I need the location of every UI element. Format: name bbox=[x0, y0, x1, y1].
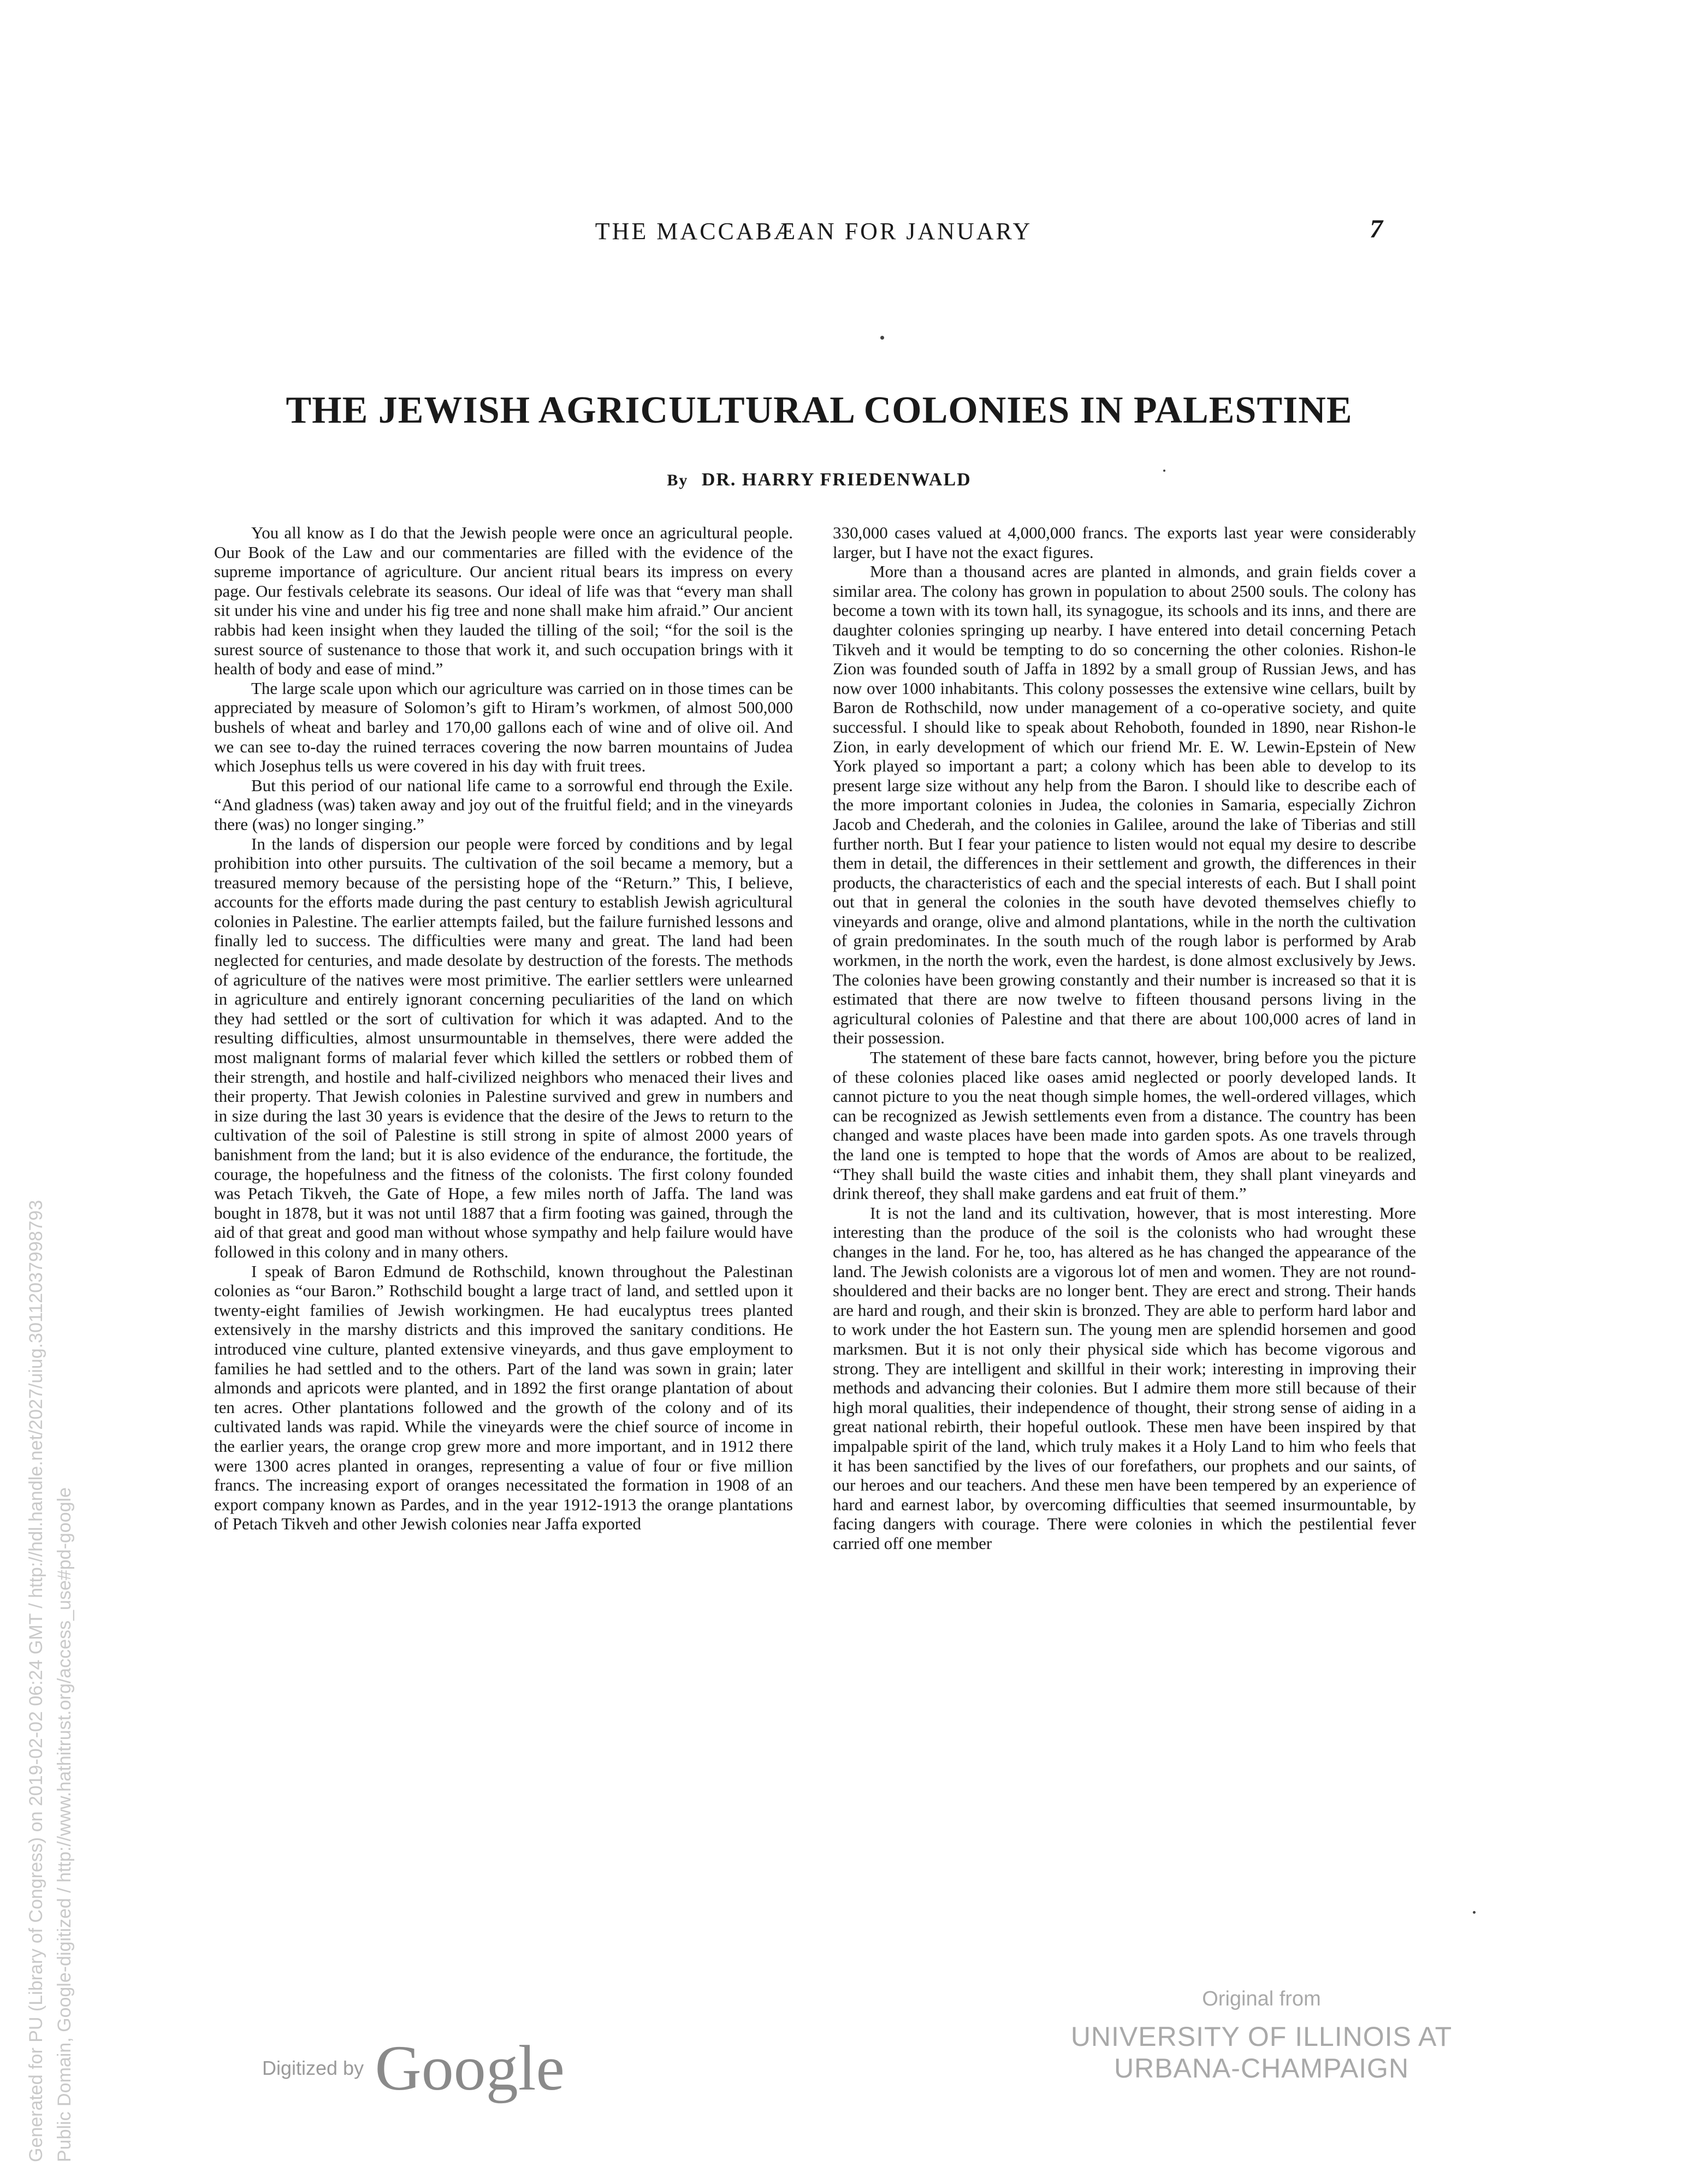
paragraph: More than a thousand acres are planted in almonds, and grain fields cover a similar area. The colony has grown in population to about 2500 souls. The colony has become a town with its town hall, its synagogue, its schools and its inns, and there are daughter colonies springing up nearby. I have entered into detail concerning Petach Tikveh and it would be tempting to do so concerning the other colonies. Rishon-le Zion was founded south of Jaffa in 1892 by a small group of Russian Jews, and has now over 1000 inhabitants. This colony possesses the extensive wine cellars, built by Baron de Rothschild, now under management of a co-operative society, and quite successful. I should like to speak about Rehoboth, founded in 1890, near Rishon-le Zion, in early development of which our friend Mr. E. W. Lewin-Epstein of New York played so important a part; a colony which has been able to develop to its present large size without any help from the Baron. I should like to describe each of the more important colonies in Judea, the colonies in Samaria, especially Zichron Jacob and Chederah, and the colonies in Galilee, around the lake of Tiberias and still further north. But I fear your patience to listen would not equal my desire to describe them in detail, the differences in their settlement and growth, the differences in their products, the characteristics of each and the special interests of each. But I shall point out that in general the colonies in the south have devoted themselves chiefly to vineyards and orange, olive and almond plantations, while in the north the cultivation of grain predominates. In the south much of the rough labor is performed by Arab workmen, in the north the work, even the hardest, is done almost exclusively by Jews. The colonies have been growing constantly and their number is increased so that it is estimated that there are now twelve to fifteen thousand persons living in the agricultural colonies of Palestine and that there are about 100,000 acres of land in their possession. bbox=[833, 562, 1416, 1048]
paragraph: It is not the land and its cultivation, however, that is most interesting. More interesting than the produce of the soil is the colonists who had wrought these changes in the land. For he, too, has altered as he has changed the appearance of the land. The Jewish colonists are a vigorous lot of men and women. They are not round-shouldered and their backs are no longer bent. They are erect and strong. Their hands are hard and rough, and their skin is bronzed. They are able to perform hard labor and to work under the hot Eastern sun. The young men are splendid horsemen and good marksmen. But it is not only their physical side which has become vigorous and strong. They are intelligent and skillful in their work; interesting in improving their methods and advancing their colonies. But I admire them more still because of their high moral qualities, their independence of thought, their strong sense of aiding in a great national rebirth, their hopeful outlook. These men have been inspired by that impalpable spirit of the land, which truly makes it a Holy Land to him who feels that it has been sanctified by the lives of our forefathers, our prophets and our saints, of our heroes and our teachers. And these men have been tempered by an experience of hard and earnest labor, by overcoming difficulties that seemed insurmountable, by facing dangers with courage. There were colonies in which the pestilential fever carried off one member bbox=[833, 1203, 1416, 1553]
paragraph: You all know as I do that the Jewish people were once an agricultural people. Our Book of the Law and our commentaries are filled with the evidence of the supreme importance of agriculture. Our ancient ritual bears its impress on every page. Our festivals celebrate its seasons. Our ideal of life was that “every man shall sit under his vine and under his fig tree and none shall make him afraid.” Our ancient rabbis had keen insight when they lauded the tilling of the soil; “for the soil is the surest source of sustenance to those that work it, and such occupation brings with it health of body and ease of mind.” bbox=[214, 523, 793, 679]
original-from-stamp bbox=[1054, 1987, 1469, 2084]
google-logo: Google bbox=[375, 2032, 565, 2104]
university-name-line1: UNIVERSITY OF ILLINOIS AT bbox=[1070, 2021, 1453, 2052]
digitized-by-google bbox=[262, 2031, 565, 2105]
paragraph: In the lands of dispersion our people were forced by conditions and by legal prohibition into other pursuits. The cultivation of the soil became a memory, but a treasured memory because of the persisting hope of the “Return.” This, I believe, accounts for the efforts made during the past century to establish Jewish agricultural colonies in Palestine. The earlier attempts failed, but the failure furnished lessons and finally led to success. The difficulties were many and great. The land had been neglected for centuries, and made desolate by destruction of the forests. The methods of agriculture of the natives were most primitive. The earlier settlers were unlearned in agriculture and entirely ignorant concerning peculiarities of the land on which they had settled or the sort of cultivation for which it was adapted. And to the resulting difficulties, almost unsurmountable in themselves, there were added the most malignant forms of malarial fever which killed the settlers or robbed them of their strength, and hostile and half-civilized neighbors who menaced their lives and their property. That Jewish colonies in Palestine survived and grew in numbers and in size during the last 30 years is evidence that the desire of the Jews to return to the cultivation of the soil of Palestine is still strong in spite of almost 2000 years of banishment from the land; but it is also evidence of the endurance, the fortitude, the courage, the hopefulness and the fitness of the colonists. The first colony founded was Petach Tikveh, the Gate of Hope, a few miles north of Jaffa. The land was bought in 1878, but it was not until 1887 that a firm footing was gained, through the aid of that great and good man without whose sympathy and help failure would have followed in this colony and in many others. bbox=[214, 834, 793, 1261]
running-header: THE MACCABÆAN FOR JANUARY bbox=[595, 218, 1033, 245]
page-number: 7 bbox=[1370, 215, 1383, 244]
article-title: THE JEWISH AGRICULTURAL COLONIES IN PALESTINE bbox=[286, 389, 1353, 431]
byline bbox=[437, 470, 1201, 490]
scan-speck bbox=[1163, 470, 1165, 472]
watermark-line1: Generated for PU (Library of Congress) on 2019-02-02 06:24 GMT / http://hdl.handle.net/2027/uiug.30112037998793 bbox=[26, 1200, 46, 2162]
paragraph: 330,000 cases valued at 4,000,000 francs. The exports last year were considerably larger, but I have not the exact figures. bbox=[833, 523, 1416, 562]
scan-speck bbox=[880, 336, 884, 340]
side-watermark bbox=[22, 743, 79, 2162]
paragraph: But this period of our national life came to a sorrowful end through the Exile. “And gladness (was) taken away and joy out of the fruitful field; and in the vineyards there (was) no longer singing.” bbox=[214, 775, 793, 834]
digitized-label: Digitized by bbox=[262, 2057, 364, 2079]
left-column bbox=[214, 523, 793, 1534]
paragraph: I speak of Baron Edmund de Rothschild, known throughout the Palestinan colonies as “our Baron.” Rothschild bought a large tract of land, and settled upon it twenty-eight families of Jewish workingmen. He had eucalyptus trees planted extensively in the marshy districts and this improved the sanitary conditions. He introduced vine culture, planted extensive vineyards, and thus gave employment to families he had settled and to the others. Part of the land was sown in grain; later almonds and apricots were planted, and in 1892 the first orange plantation of about ten acres. Other plantations followed and the growth of the colony and of its cultivated lands was rapid. While the vineyards were the chief source of income in the earlier years, the orange crop grew more and more important, and in 1912 there were 1300 acres planted in oranges, representing a value of four or five million francs. The increasing export of oranges necessitated the formation in 1908 of an export company known as Pardes, and in the year 1912-1913 the orange plantations of Petach Tikveh and other Jewish colonies near Jaffa exported bbox=[214, 1261, 793, 1534]
author-name: DR. HARRY FRIEDENWALD bbox=[701, 470, 972, 490]
paragraph: The statement of these bare facts cannot, however, bring before you the picture of these colonies placed like oases amid neglected or poorly developed lands. It cannot picture to you the neat though simple homes, the well-ordered villages, which can be recognized as Jewish settlements even from a distance. The country has been changed and waste places have been made into garden spots. As one travels through the land one is tempted to hope that the words of Amos are about to be realized, “They shall build the waste cities and inhabit them, they shall plant vineyards and drink thereof, they shall make gardens and eat fruit of them.” bbox=[833, 1048, 1416, 1203]
original-from-label: Original from bbox=[1202, 1987, 1321, 2010]
right-column bbox=[833, 523, 1416, 1553]
watermark-line2: Public Domain, Google-digitized / http://www.hathitrust.org/access_use#pd-google bbox=[54, 1487, 75, 2162]
university-name-line2: URBANA-CHAMPAIGN bbox=[1114, 2053, 1409, 2084]
paragraph: The large scale upon which our agriculture was carried on in those times can be appreciated by measure of Solomon’s gift to Hiram’s workmen, of almost 500,000 bushels of wheat and barley and 170,00 gallons each of wine and of olive oil. And we can see to-day the ruined terraces covering the now barren mountains of Judea which Josephus tells us were covered in his day with fruit trees. bbox=[214, 678, 793, 776]
scan-speck bbox=[1473, 1911, 1476, 1914]
byline-prefix: By bbox=[667, 471, 689, 489]
